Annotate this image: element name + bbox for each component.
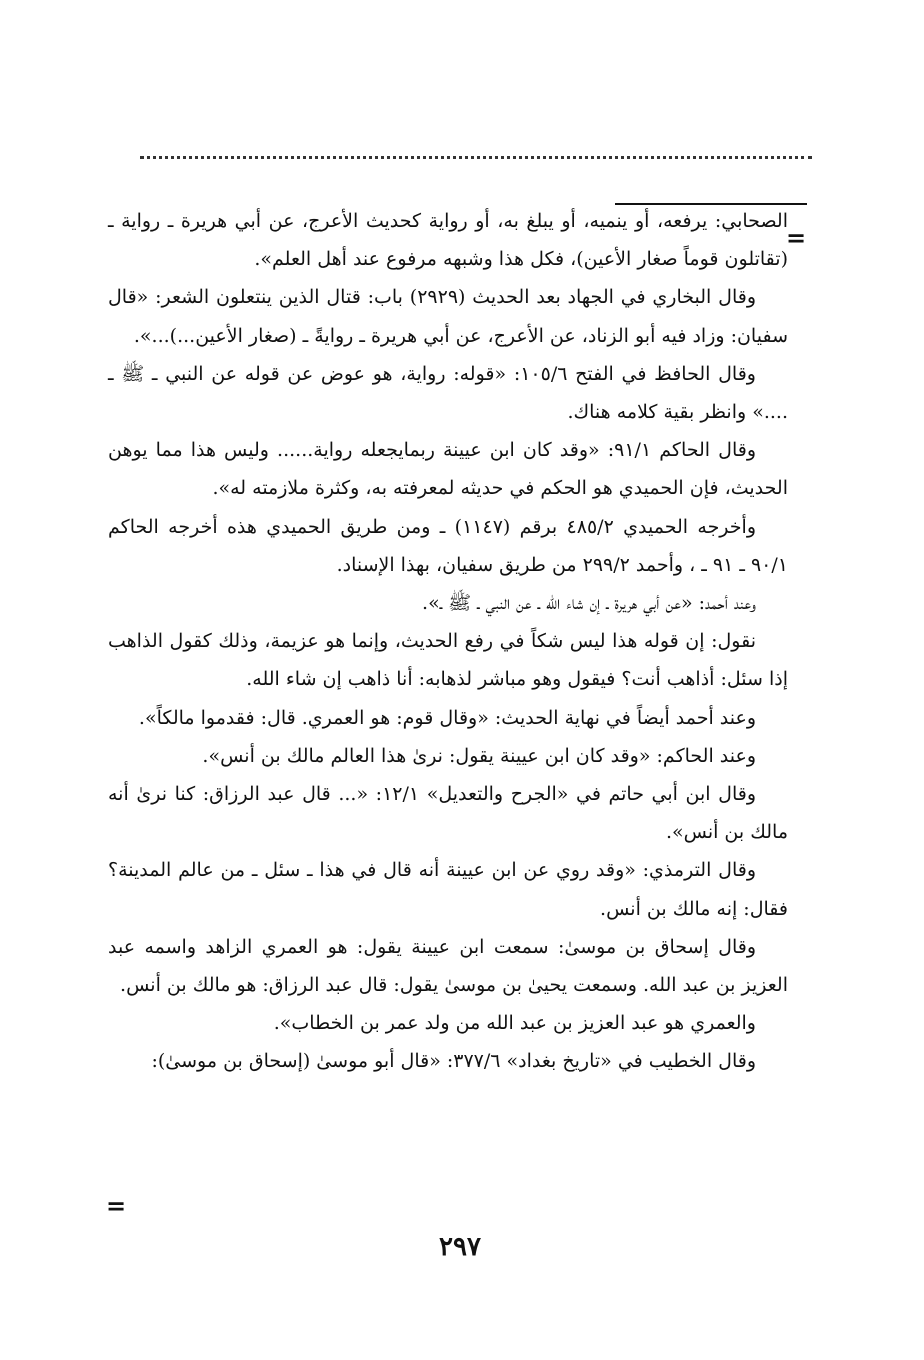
paragraph: وقال ابن أبي حاتم في «الجرح والتعديل» ١٢/١: «... قال عبد الرزاق: كنا نرىٰ أنه مالك بن أنس». [108, 783, 788, 844]
paragraph: وقال إسحاق بن موسىٰ: سمعت ابن عيينة يقول: هو العمري الزاهد واسمه عبد العزيز بن عبد الله. وسمعت يحيىٰ بن موسىٰ يقول: قال عبد الرزاق: هو مالك بن أنس. [108, 935, 788, 997]
dotted-separator [140, 156, 812, 159]
continuation-mark-start: = [786, 223, 807, 252]
paragraph: وعند أحمد: «عن أبي هريرة ـ إن شاء الله ـ عن النبي ـ ﷺ ـ». [422, 592, 756, 615]
footnote-text [108, 202, 788, 1081]
paragraph: وقال الترمذي: «وقد روي عن ابن عيينة أنه قال في هذا ـ سئل ـ من عالم المدينة؟ فقال: إنه مالك بن أنس. [108, 859, 788, 920]
paragraph: وقال البخاري في الجهاد بعد الحديث (٢٩٢٩) باب: قتال الذين ينتعلون الشعر: «قال سفيان: وزاد فيه أبو الزناد، عن الأعرج، عن أبي هريرة ـ روايةً ـ (صغار الأعين...)...». [108, 286, 788, 347]
paragraph: وقال الخطيب في «تاريخ بغداد» ٣٧٧/٦: «قال أبو موسىٰ (إسحاق بن موسىٰ): [151, 1050, 756, 1073]
page-number: ٢٩٧ [439, 1232, 481, 1262]
paragraph: وقال الحافظ في الفتح ١٠٥/٦: «قوله: رواية، هو عوض عن قوله عن النبي ـ ﷺ ـ ....» وانظر بقية كلامه هناك. [108, 362, 788, 424]
paragraph: والعمري هو عبد العزيز بن عبد الله من ولد عمر بن الخطاب». [273, 1012, 756, 1035]
paragraph: وعند أحمد أيضاً في نهاية الحديث: «وقال قوم: هو العمري. قال: فقدموا مالكاً». [138, 706, 756, 729]
paragraph: نقول: إن قوله هذا ليس شكاً في رفع الحديث، وإنما هو عزيمة، وذلك كقول الذاهب إذا سئل: أذاهب أنت؟ فيقول وهو مباشر لذهابه: أنا ذاهب إن شاء الله. [108, 630, 788, 691]
paragraph: الصحابي: يرفعه، أو ينميه، أو يبلغ به، أو رواية كحديث الأعرج، عن أبي هريرة ـ رواية ـ (تقاتلون قوماً صغار الأعين)، فكل هذا وشبهه مرفوع عند أهل العلم». [108, 210, 788, 271]
paragraph: وعند الحاكم: «وقد كان ابن عيينة يقول: نرىٰ هذا العالم مالك بن أنس». [202, 744, 756, 767]
continuation-mark-end: = [106, 1191, 127, 1220]
paragraph: وأخرجه الحميدي ٤٨٥/٢ برقم (١١٤٧) ـ ومن طريق الحميدي هذه أخرجه الحاكم ٩٠/١ ـ ٩١ ـ ، وأحمد ٢٩٩/٢ من طريق سفيان، بهذا الإسناد. [108, 515, 788, 576]
paragraph: وقال الحاكم ٩١/١: «وقد كان ابن عيينة ربمايجعله رواية...... وليس هذا مما يوهن الحديث، فإن الحميدي هو الحكم في حديثه لمعرفته به، وكثرة ملازمته له». [108, 439, 788, 500]
